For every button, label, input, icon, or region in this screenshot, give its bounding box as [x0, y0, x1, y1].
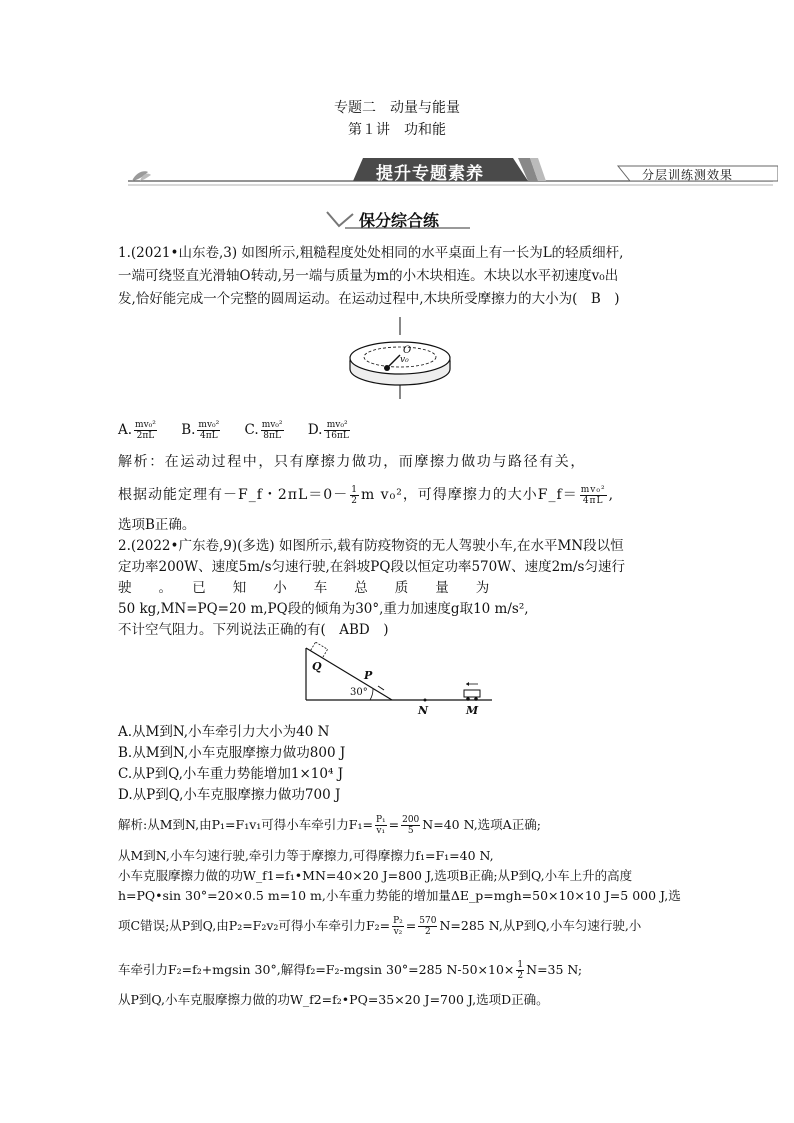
- label-p: P: [364, 669, 373, 682]
- q2-solution-line4: h=PQ•sin 30°=20×0.5 m=10 m,小车重力势能的增加量ΔE_p=mgh=50×10×10 J=5 000 J,选: [118, 888, 681, 903]
- q1-solution-line1: 解析：在运动过程中，只有摩擦力做功，而摩擦力做功与路径有关，: [118, 454, 586, 470]
- banner: [118, 150, 778, 190]
- q1-figure: [340, 315, 460, 400]
- q2-figure: [300, 642, 500, 722]
- q1-option-b: B. $\frac{\text{mv₀²}}{4\pi L}$: [181, 420, 220, 441]
- label-n: N: [418, 704, 429, 717]
- q1-solution-line3: 选项B正确。: [118, 517, 196, 533]
- banner-main-text: 提升专题素养: [376, 164, 484, 184]
- q1-line1: 1.(2021•山东卷,3) 如图所示,粗糙程度处处相同的水平桌面上有一长为L的轻质细杆,: [118, 245, 624, 261]
- label-o: O: [403, 345, 412, 356]
- label-v0: v₀: [400, 355, 409, 365]
- q1-solution-line2: 根据动能定理有－F_f・2πL＝0－ $\frac{1}{2}$ m v₀²，可得摩擦力的大小F_f＝ $\frac{\text{mv₀²}}{4\pi L}$ ,: [118, 484, 615, 506]
- check-icon: [327, 212, 353, 226]
- q1-option-d: D. $\frac{\text{mv₀²}}{16\pi L}$: [307, 420, 349, 441]
- q1-option-a: A. $\frac{\text{mv₀²}}{2\pi L}$: [118, 420, 156, 441]
- section-title: 保分综合练: [359, 211, 440, 230]
- q2-solution-line5: 项C错误;从P到Q,由P₂=F₂v₂可得小车牵引力F₂= $\frac{\text{P₂}}{\text{v₂}}$ = $\frac{570}{2}$ N=285 N,从P到Q,小车匀速行驶,小: [118, 916, 642, 937]
- label-angle: 30°: [350, 687, 368, 698]
- q2-option-b: B.从M到N,小车克服摩擦力做功800 J: [118, 745, 346, 761]
- q2-line4: 50 kg,MN=PQ=20 m,PQ段的倾角为30°,重力加速度g取10 m/s²,: [118, 601, 529, 617]
- q2-option-c: C.从P到Q,小车重力势能增加1×10⁴ J: [118, 766, 344, 782]
- q2-solution-line7: 从P到Q,小车克服摩擦力做的功W_f2=f₂•PQ=35×20 J=700 J,选项D正确。: [118, 992, 549, 1007]
- q2-line1: 2.(2022•广东卷,9)(多选) 如图所示,载有防疫物资的无人驾驶小车,在水平MN段以恒: [118, 538, 624, 554]
- q2-option-a: A.从M到N,小车牵引力大小为40 N: [118, 724, 330, 740]
- q2-line3: 驶 。 已 知 小 车 总 质 量 为: [118, 580, 490, 596]
- section-header: [325, 206, 475, 232]
- q2-line2: 定功率200W、速度5m/s匀速行驶,在斜坡PQ段以恒定功率570W、速度2m/s匀速行: [118, 559, 625, 575]
- label-q: Q: [312, 660, 322, 673]
- q1-line2: 一端可绕竖直光滑轴O转动,另一端与质量为m的小木块相连。木块以水平初速度v₀出: [118, 268, 619, 284]
- q1-line3: 发,恰好能完成一个完整的圆周运动。在运动过程中,木块所受摩擦力的大小为( B ): [118, 291, 620, 307]
- q2-option-d: D.从P到Q,小车克服摩擦力做功700 J: [118, 787, 341, 803]
- q2-solution-line6: 车牵引力F₂=f₂+mgsin 30°,解得f₂=F₂-mgsin 30°=285 N-50×10× $\frac{1}{2}$ N=35 N;: [118, 960, 583, 981]
- q2-solution-line3: 小车克服摩擦力做的功W_f1=f₁•MN=40×20 J=800 J,选项B正确;从P到Q,小车上升的高度: [118, 868, 633, 883]
- lecture-title: 第１讲 功和能: [348, 122, 446, 138]
- q1-option-c: C. $\frac{\text{mv₀²}}{8\pi L}$: [244, 420, 283, 441]
- q2-solution-line2: 从M到N,小车匀速行驶,牵引力等于摩擦力,可得摩擦力f₁=F₁=40 N,: [118, 848, 494, 863]
- q1-options: [118, 416, 370, 444]
- topic-title: 专题二 动量与能量: [334, 100, 460, 116]
- banner-right-text: 分层训练测效果: [642, 168, 734, 182]
- label-m: M: [466, 704, 479, 717]
- q2-solution-line1: 解析:从M到N,由P₁=F₁v₁可得小车牵引力F₁= $\frac{\text{P₁}}{\text{v₁}}$ = $\frac{200}{5}$ N=40 N,选项A正确;: [118, 815, 541, 836]
- q2-line5: 不计空气阻力。下列说法正确的有( ABD ): [118, 622, 389, 638]
